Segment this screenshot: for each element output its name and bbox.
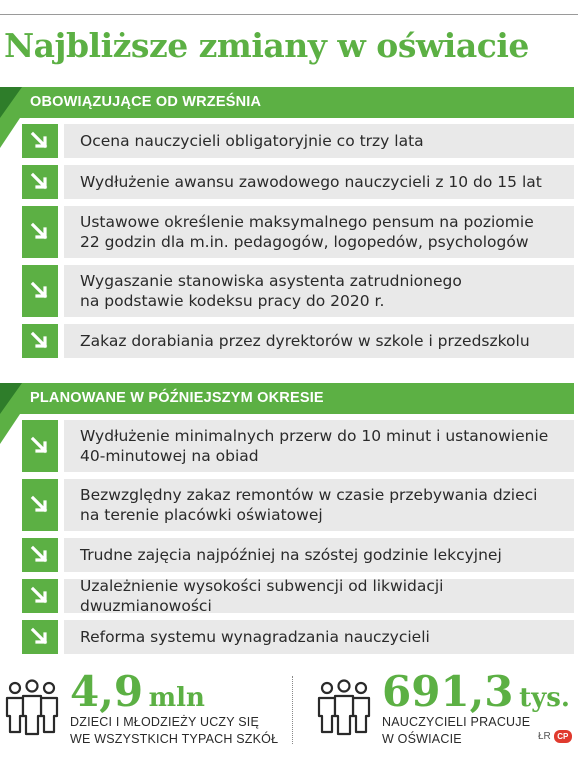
list-item-text	[64, 627, 430, 647]
list-item-panel	[64, 165, 574, 199]
arrow-down-right-icon	[22, 165, 58, 199]
list-item	[22, 265, 574, 317]
stat-caption-line: WE WSZYSTKICH TYPACH SZKÓŁ	[70, 732, 279, 746]
list-item-line: 22 godzin dla m.in. pedagogów, logopedów, psychologów	[80, 233, 529, 251]
list-item-panel	[64, 479, 574, 531]
list-item-line: Trudne zajęcia najpóźniej na szóstej godzinie lekcyjnej	[80, 546, 502, 564]
section-header-label: PLANOWANE W PÓŹNIEJSZYM OKRESIE	[30, 390, 324, 406]
list-item-text	[64, 212, 534, 252]
stat-number: 691,3	[382, 667, 514, 716]
stat-caption-line: NAUCZYCIELI PRACUJE	[382, 715, 531, 729]
people-group-icon	[2, 676, 62, 736]
list-item	[22, 479, 574, 531]
list-item-line: na podstawie kodeksu pracy do 2020 r.	[80, 292, 385, 310]
list-item	[22, 420, 574, 472]
stats-divider	[292, 676, 293, 744]
list-item-panel	[64, 538, 574, 572]
arrow-down-right-icon	[22, 324, 58, 358]
list-item-text	[64, 271, 462, 311]
section-header-current	[0, 87, 574, 118]
stat-number: 4,9	[70, 667, 144, 716]
list-item-panel	[64, 265, 574, 317]
arrow-down-right-icon	[22, 124, 58, 158]
list-item	[22, 165, 574, 199]
list-item-text	[64, 331, 530, 351]
arrow-down-right-icon	[22, 620, 58, 654]
list-item-text	[64, 545, 502, 565]
list-item-text	[64, 131, 424, 151]
stat-students-value	[70, 667, 205, 716]
stat-students-caption	[70, 714, 278, 748]
stat-unit: tys.	[519, 683, 570, 713]
author-initials: ŁR	[538, 731, 551, 742]
list-item	[22, 324, 574, 358]
people-group-icon	[314, 676, 374, 736]
list-item-line: na terenie placówki oświatowej	[80, 506, 323, 524]
stat-caption-line: W OŚWIACIE	[382, 732, 462, 746]
list-item-panel	[64, 420, 574, 472]
list-item-line: Wydłużenie awansu zawodowego nauczycieli z 10 do 15 lat	[80, 173, 542, 191]
section-header-planned	[0, 383, 574, 414]
list-item	[22, 538, 574, 572]
stat-teachers-value	[382, 667, 570, 716]
list-item-text	[64, 426, 548, 466]
list-item-line: Zakaz dorabiania przez dyrektorów w szkole i przedszkolu	[80, 332, 530, 350]
stat-teachers-caption	[382, 714, 530, 748]
list-item-line: Ustawowe określenie maksymalnego pensum na poziomie	[80, 213, 534, 231]
list-item-panel	[64, 620, 574, 654]
list-item-line: Ocena nauczycieli obligatoryjnie co trzy lata	[80, 132, 424, 150]
list-item	[22, 579, 574, 613]
arrow-down-right-icon	[22, 538, 58, 572]
stat-unit: mln	[148, 683, 205, 713]
list-item-line: 40-minutowej na obiad	[80, 447, 259, 465]
stat-caption-line: DZIECI I MŁODZIEŻY UCZY SIĘ	[70, 715, 259, 729]
author-credit	[538, 730, 572, 743]
section-header-label: OBOWIĄZUJĄCE OD WRZEŚNIA	[30, 94, 262, 110]
top-rule	[0, 14, 578, 15]
list-item-line: Reforma systemu wynagradzania nauczycieli	[80, 628, 430, 646]
page-title: Najbliższe zmiany w oświacie	[4, 26, 529, 65]
section-flag-tail	[0, 414, 20, 444]
list-item-panel	[64, 206, 574, 258]
section-flag	[0, 87, 22, 118]
list-item-line: Bezwzględny zakaz remontów w czasie przebywania dzieci	[80, 486, 538, 504]
list-item-panel	[64, 324, 574, 358]
list-item-text	[64, 485, 537, 525]
list-item-text	[64, 172, 542, 192]
arrow-down-right-icon	[22, 479, 58, 531]
arrow-down-right-icon	[22, 420, 58, 472]
list-item-line: Wydłużenie minimalnych przerw do 10 minut i ustanowienie	[80, 427, 549, 445]
publisher-logo: CP	[554, 730, 572, 743]
arrow-down-right-icon	[22, 265, 58, 317]
list-item-panel	[64, 579, 574, 613]
list-item	[22, 206, 574, 258]
arrow-down-right-icon	[22, 206, 58, 258]
arrow-down-right-icon	[22, 579, 58, 613]
list-item-line: Uzależnienie wysokości subwencji od likwidacji dwuzmianowości	[80, 577, 444, 615]
section-flag-tail	[0, 118, 20, 148]
section-flag	[0, 383, 22, 414]
list-item-panel	[64, 124, 574, 158]
list-item-line: Wygaszanie stanowiska asystenta zatrudnionego	[80, 272, 462, 290]
list-item-text	[64, 576, 574, 616]
list-item	[22, 620, 574, 654]
list-item	[22, 124, 574, 158]
